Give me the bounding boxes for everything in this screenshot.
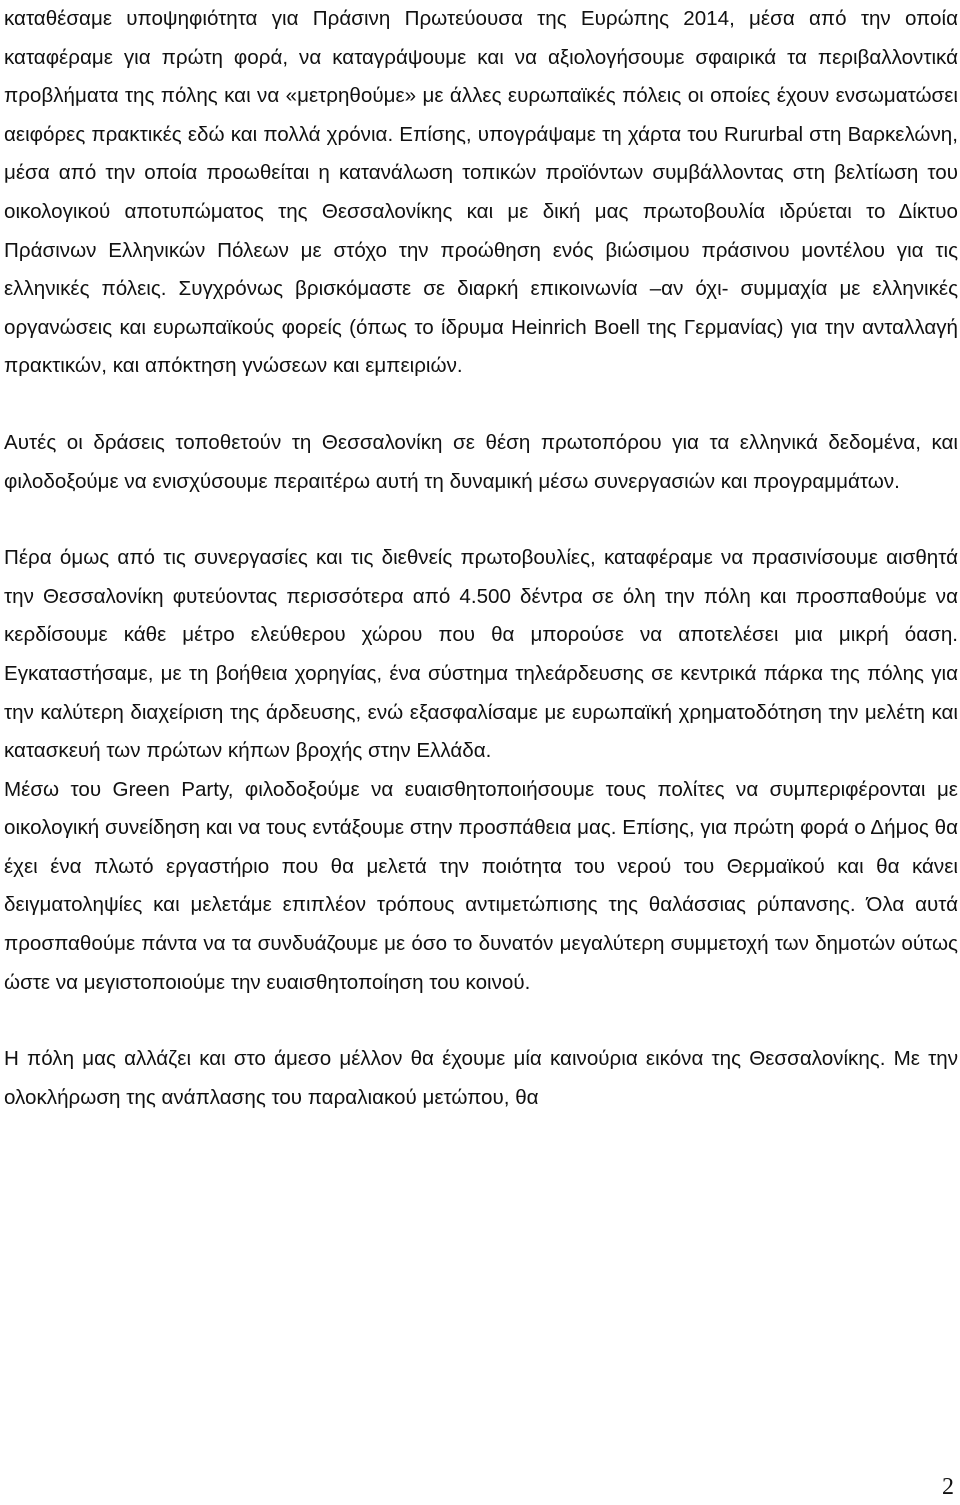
paragraph-spacer — [4, 1002, 958, 1040]
paragraph-pioneer-position: Αυτές οι δράσεις τοποθετούν τη Θεσσαλονίκη σε θέση πρωτοπόρου για τα ελληνικά δεδομένα, και φιλοδοξούμε να ενισχύσουμε περαιτέρω αυτή τη δυναμική μέσω συνεργασιών και προγραμμάτων. — [4, 430, 958, 493]
paragraph-green-party: Μέσω του Green Party, φιλοδοξούμε να ευαισθητοποιήσουμε τους πολίτες να συμπεριφέρονται με οικολογική συνείδηση και να τους εντάξουμε στην προσπάθεια μας. Επίσης, για πρώτη φορά ο Δήμος θα έχει ένα πλωτό εργαστήριο που θα μελετά την ποιότητα του νερού του Θερμαϊκού και θα κάνει δειγματοληψίες και μελετάμε επιπλέον τρόπους αντιμετώπισης της θαλάσσιας ρύπανσης. Όλα αυτά προσπαθούμε πάντα να τα συνδυάζουμε με όσο το δυνατόν μεγαλύτερη συμμετοχή των δημοτών ούτως ώστε να μεγιστοποιούμε την ευαισθητοποίηση του κοινού. — [4, 777, 958, 994]
document-page — [4, 0, 958, 1117]
paragraph-city-future: Η πόλη μας αλλάζει και στο άμεσο μέλλον θα έχουμε μία καινούρια εικόνα της Θεσσαλονίκης. Με την ολοκλήρωση της ανάπλασης του παραλιακού μετώπου, θα — [4, 1047, 958, 1109]
paragraph-partnerships: καταθέσαμε υποψηφιότητα για Πράσινη Πρωτεύουσα της Ευρώπης 2014, μέσα από την οποία καταφέραμε για πρώτη φορά, να καταγράψουμε και να αξιολογήσουμε σφαιρικά τα περιβαλλοντικά προβλήματα της πόλης και να «μετρηθούμε» με άλλες ευρωπαϊκές πόλεις οι οποίες έχουν ενσωματώσει αειφόρες πρακτικές εδώ και πολλά χρόνια. Επίσης, υπογράψαμε τη χάρτα του Rururbal στη Βαρκελώνη, μέσα από την οποία προωθείται η κατανάλωση τοπικών προϊόντων συμβάλλοντας στη βελτίωση του οικολογικού αποτυπώματος της Θεσσαλονίκης και με δική μας πρωτοβουλία ιδρύεται το Δίκτυο Πράσινων Ελληνικών Πόλεων με στόχο την προώθηση ενός βιώσιμου πράσινου μοντέλου για τις ελληνικές πόλεις. Συγχρόνως βρισκόμαστε σε διαρκή επικοινωνία –αν όχι- συμμαχία με ελληνικές οργανώσεις και ευρωπαϊκούς φορείς (όπως το ίδρυμα Heinrich Boell της Γερμανίας) για την ανταλλαγή πρακτικών, και απόκτηση γνώσεων και εμπειριών. — [4, 7, 958, 378]
paragraph-spacer — [4, 501, 958, 539]
page-number: 2 — [942, 1474, 954, 1500]
paragraph-spacer — [4, 386, 958, 424]
paragraph-greening-city: Πέρα όμως από τις συνεργασίες και τις διεθνείς πρωτοβουλίες, καταφέραμε να πρασινίσουμε αισθητά την Θεσσαλονίκη φυτεύοντας περισσότερα από 4.500 δέντρα σε όλη την πόλη και προσπαθούμε να κερδίσουμε κάθε μέτρο ελεύθερου χώρου που θα μπορούσε να αποτελέσει μια μικρή όαση. Εγκαταστήσαμε, με τη βοήθεια χορηγίας, ένα σύστημα τηλεάρδευσης σε κεντρικά πάρκα της πόλης για την καλύτερη διαχείριση της άρδευσης, ενώ εξασφαλίσαμε με ευρωπαϊκή χρηματοδότηση την μελέτη και κατασκευή των πρώτων κήπων βροχής στην Ελλάδα. — [4, 546, 958, 763]
